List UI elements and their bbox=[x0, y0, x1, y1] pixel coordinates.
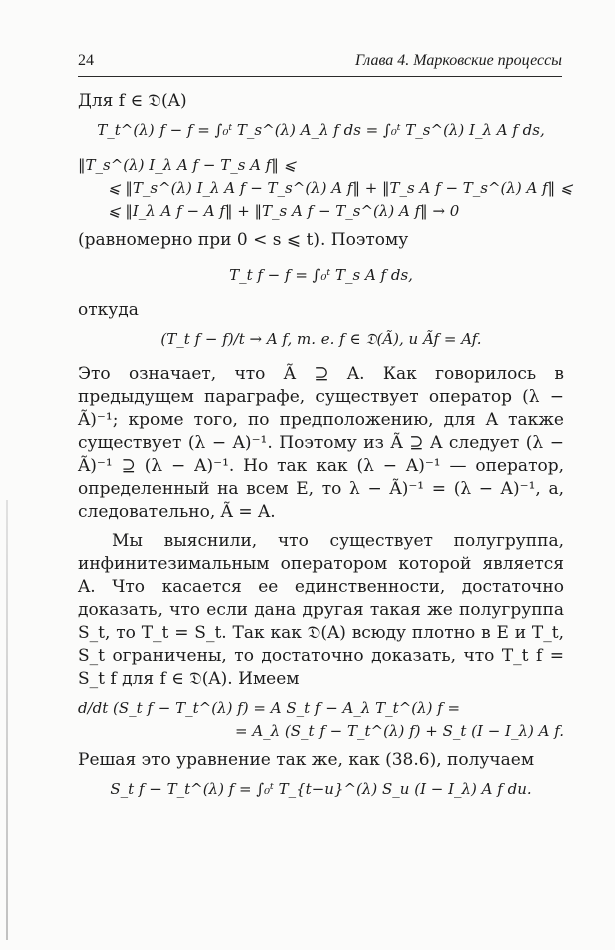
equation: ‖T_s^(λ) I_λ A f − T_s A f‖ ⩽ bbox=[78, 156, 297, 174]
page-body bbox=[78, 90, 573, 801]
page-edge-shadow bbox=[6, 500, 8, 940]
equation: ⩽ ‖I_λ A f − A f‖ + ‖T_s A f − T_s^(λ) A f‖ → 0 bbox=[108, 202, 460, 220]
equation: T_t f − f = ∫₀ᵗ T_s A f ds, bbox=[229, 266, 413, 284]
equation: = A_λ (S_t f − T_t^(λ) f) + S_t (I − I_λ) A f. bbox=[234, 722, 564, 740]
equation: (T_t f − f)/t → A f, т. е. f ∈ 𝔇(Ã), и Ãf = Af. bbox=[160, 330, 482, 348]
paragraph: Это означает, что Ã ⊇ A. Как говорилось в предыдущем параграфе, существует оператор (λ − Ã)⁻¹; кроме того, по предположению, для A также существует (λ − A)⁻¹. Поэтому из Ã ⊇ A следует (λ − Ã)⁻¹ ⊇ (λ − A)⁻¹. Но так как (λ − A)⁻¹ — оператор, определенный на всем E, то λ − Ã)⁻¹ = (λ − A)⁻¹, а, следовательно, Ã = A. bbox=[78, 364, 564, 522]
equation: S_t f − T_t^(λ) f = ∫₀ᵗ T_{t−u}^(λ) S_u (I − I_λ) A f du. bbox=[110, 780, 532, 798]
text-line: откуда bbox=[78, 300, 139, 320]
page-header bbox=[78, 52, 562, 77]
running-head: Глава 4. Марковские процессы bbox=[355, 52, 562, 69]
page-number: 24 bbox=[78, 52, 94, 69]
paragraph: Мы выяснили, что существует полугруппа, инфинитезимальным оператором которой является A. Что касается ее единственности, достаточно доказать, что если дана другая такая же полугруппа S_t, то T_t = S_t. Так как 𝔇(A) всюду плотно в E и T_t, S_t ограничены, то достаточно доказать, что T_t f = S_t f для f ∈ 𝔇(A). Имеем bbox=[78, 531, 564, 689]
equation: T_t^(λ) f − f = ∫₀ᵗ T_s^(λ) A_λ f ds = ∫₀ᵗ T_s^(λ) I_λ A f ds, bbox=[97, 121, 545, 139]
text-line: Для f ∈ 𝔇(A) bbox=[78, 91, 187, 111]
equation: d/dt (S_t f − T_t^(λ) f) = A S_t f − A_λ T_t^(λ) f = bbox=[78, 699, 461, 717]
equation: ⩽ ‖T_s^(λ) I_λ A f − T_s^(λ) A f‖ + ‖T_s A f − T_s^(λ) A f‖ ⩽ bbox=[108, 179, 573, 197]
text-line: Решая это уравнение так же, как (38.6), получаем bbox=[78, 750, 535, 770]
text-line: (равномерно при 0 < s ⩽ t). Поэтому bbox=[78, 230, 409, 250]
